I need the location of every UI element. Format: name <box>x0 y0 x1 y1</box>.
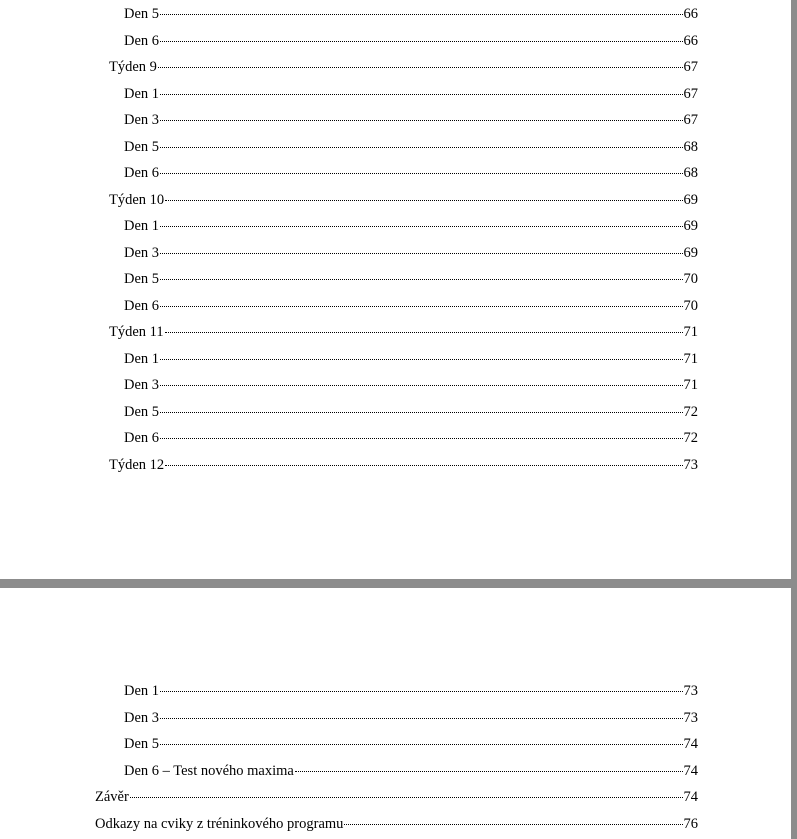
toc-page-number: 70 <box>683 271 698 287</box>
toc-entry-den-3[interactable] <box>124 375 698 395</box>
toc-entry-label: Den 1 <box>124 683 160 699</box>
toc-page-number: 66 <box>683 6 698 22</box>
toc-dot-leader <box>160 385 682 386</box>
toc-page-number: 73 <box>683 709 698 726</box>
toc-page-number: 66 <box>683 32 698 49</box>
toc-entry-label: Den 6 <box>124 297 160 314</box>
toc-page-number: 70 <box>683 297 698 314</box>
toc-entry-odkazy-na-cviky-z-treninkoveho-programu[interactable] <box>95 814 698 834</box>
toc-entry-den-5[interactable] <box>124 402 698 422</box>
toc-dot-leader <box>160 412 682 413</box>
toc-page-number: 68 <box>683 138 698 155</box>
toc-dot-leader <box>160 691 682 692</box>
toc-entry-tyden-10[interactable] <box>109 190 698 210</box>
toc-page-number: 67 <box>683 112 698 128</box>
toc-entry-den-5[interactable] <box>124 734 698 754</box>
toc-page-number: 73 <box>683 456 698 473</box>
toc-entry-label: Den 5 <box>124 736 160 752</box>
toc-entry-label: Týden 12 <box>109 456 165 473</box>
toc-entry-label: Den 3 <box>124 377 160 393</box>
toc-entry-tyden-12[interactable] <box>109 455 698 475</box>
toc-entry-den-5[interactable] <box>124 4 698 24</box>
toc-entry-tyden-11[interactable] <box>109 322 698 342</box>
toc-entry-den-1[interactable] <box>124 681 698 701</box>
toc-entry-den-5[interactable] <box>124 137 698 157</box>
toc-entry-den-1[interactable] <box>124 349 698 369</box>
toc-entry-label: Týden 9 <box>109 59 157 75</box>
toc-entry-den-1[interactable] <box>124 216 698 236</box>
toc-page-number: 67 <box>683 59 698 75</box>
toc-entry-den-6[interactable] <box>124 31 698 51</box>
toc-dot-leader <box>160 438 682 439</box>
toc-page-number: 71 <box>683 350 698 367</box>
toc-entry-den-3[interactable] <box>124 110 698 130</box>
toc-dot-leader <box>160 359 682 360</box>
toc-entry-den-1[interactable] <box>124 84 698 104</box>
toc-page-number: 72 <box>683 403 698 420</box>
toc-entry-label: Týden 10 <box>109 191 165 208</box>
toc-dot-leader <box>160 14 682 15</box>
toc-page-number: 72 <box>683 430 698 446</box>
toc-dot-leader <box>295 771 683 772</box>
toc-dot-leader <box>165 200 682 201</box>
toc-page-number: 69 <box>683 244 698 261</box>
toc-page-number: 73 <box>683 683 698 699</box>
toc-entry-label: Den 6 – Test nového maxima <box>124 762 294 779</box>
toc-dot-leader <box>158 67 683 68</box>
toc-dot-leader <box>160 147 682 148</box>
toc-entry-den-6[interactable] <box>124 296 698 316</box>
toc-dot-leader <box>160 744 682 745</box>
toc-page-number: 69 <box>683 191 698 208</box>
toc-dot-leader <box>165 465 682 466</box>
toc-entry-label: Den 5 <box>124 6 160 22</box>
toc-entry-label: Den 3 <box>124 709 160 726</box>
toc-dot-leader <box>165 332 683 333</box>
toc-entry-label: Den 6 <box>124 430 160 446</box>
toc-entry-label: Den 5 <box>124 271 160 287</box>
toc-entry-tyden-9[interactable] <box>109 57 698 77</box>
toc-dot-leader <box>160 226 682 227</box>
toc-entry-label: Den 6 <box>124 32 160 49</box>
toc-page-number: 71 <box>683 377 698 393</box>
toc-dot-leader <box>344 824 682 825</box>
toc-entry-label: Den 3 <box>124 244 160 261</box>
toc-page-number: 74 <box>683 736 698 752</box>
page-edge-shadow <box>791 0 797 839</box>
toc-entry-den-3[interactable] <box>124 243 698 263</box>
toc-page-number: 69 <box>683 218 698 234</box>
toc-dot-leader <box>160 94 682 95</box>
toc-entry-label: Den 1 <box>124 85 160 102</box>
toc-dot-leader <box>130 797 683 798</box>
toc-dot-leader <box>160 173 682 174</box>
toc-entry-label: Den 5 <box>124 403 160 420</box>
toc-page-number: 74 <box>683 762 698 779</box>
toc-entry-den-5[interactable] <box>124 269 698 289</box>
toc-entry-den-3[interactable] <box>124 708 698 728</box>
document-page-2 <box>0 588 791 839</box>
toc-page-number: 71 <box>683 324 698 340</box>
toc-entry-label: Odkazy na cviky z tréninkového programu <box>95 815 344 832</box>
toc-entry-label: Den 1 <box>124 218 160 234</box>
toc-entry-label: Den 5 <box>124 138 160 155</box>
toc-dot-leader <box>160 718 682 719</box>
toc-entry-den-6[interactable] <box>124 163 698 183</box>
toc-page-number: 67 <box>683 85 698 102</box>
page-separator <box>0 579 797 588</box>
toc-dot-leader <box>160 41 682 42</box>
toc-dot-leader <box>160 306 682 307</box>
toc-entry-label: Den 3 <box>124 112 160 128</box>
toc-entry-label: Závěr <box>95 789 129 805</box>
toc-page-number: 68 <box>683 165 698 181</box>
toc-dot-leader <box>160 120 682 121</box>
toc-dot-leader <box>160 253 682 254</box>
toc-entry-label: Den 1 <box>124 350 160 367</box>
toc-entry-den-6-test-noveho-maxima[interactable] <box>124 761 698 781</box>
toc-page-number: 76 <box>683 815 698 832</box>
toc-page-number: 74 <box>683 789 698 805</box>
toc-entry-den-6[interactable] <box>124 428 698 448</box>
toc-dot-leader <box>160 279 682 280</box>
toc-entry-label: Týden 11 <box>109 324 164 340</box>
toc-entry-zaver[interactable] <box>95 787 698 807</box>
toc-entry-label: Den 6 <box>124 165 160 181</box>
